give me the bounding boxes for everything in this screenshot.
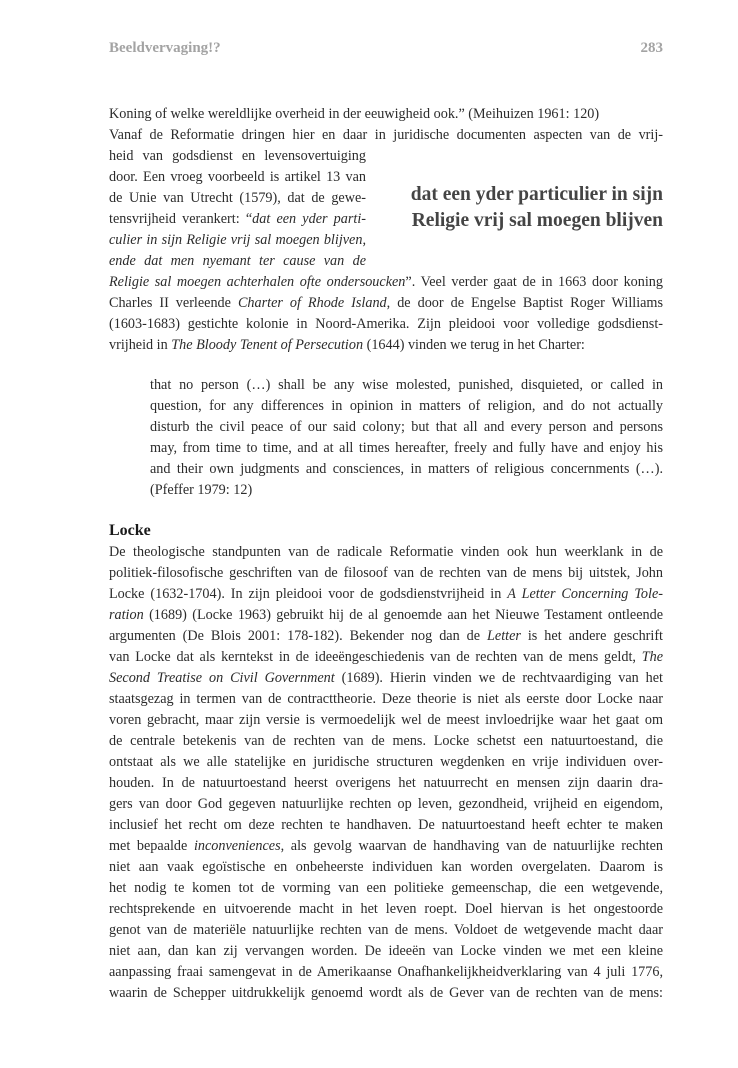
text-line: aanpassing fraai samengevat in de Amerikaanse Onafhankelijkheidverklaring van 4 juli 1776, <box>109 964 663 980</box>
citation-italic: dat een yder parti- <box>252 211 366 227</box>
text-run: , als gevolg waarvan de handhaving van de natuurlijke rechten <box>280 838 663 854</box>
text-line <box>109 605 663 625</box>
quote-line: that no person (…) shall be any wise molested, punished, disquieted, or called in <box>150 377 663 393</box>
title-italic: Charter of Rhode Island <box>237 295 387 311</box>
text-line <box>109 293 663 313</box>
quote-line: question, for any differences in opinion in matters of religion, and do not actually <box>150 398 663 414</box>
text-run: is het andere geschrift <box>520 628 663 644</box>
text-run: (1689). Hierin vinden we de rechtvaardiging van het <box>334 670 663 686</box>
text-line: houden. In de natuurtoestand heerst overigens het natuurrecht en mensen zijn daarin dra- <box>109 775 663 791</box>
text-line: waarin de Schepper uitdrukkelijk genoemd wordt als de Gever van de rechten van de mens: <box>109 985 663 1001</box>
title-italic: The Bloody Tenent of Persecution <box>171 337 364 353</box>
quote-line: and their own judgments and consciences, in matters of religious concernments (…). <box>150 461 663 477</box>
citation-italic: ende dat men nyemant ter cause van de <box>109 253 366 269</box>
text-line: heid van godsdienst en levensovertuiging <box>109 148 366 164</box>
text-line <box>109 584 663 604</box>
text-line: voren gebracht, maar zijn versie is vermoedelijk wel de meest invloedrijke waar het gaat om <box>109 712 663 728</box>
title-italic: The <box>641 649 663 665</box>
text-line: staatsgezag in termen van de contracttheorie. Deze theorie is niet als eerste door Locke naar <box>109 691 663 707</box>
text-line <box>109 230 366 250</box>
text-line <box>109 836 663 856</box>
running-head-title: Beeldvervaging!? <box>109 40 221 56</box>
text-line <box>109 668 663 688</box>
text-run: van Locke dat als kerntekst in de ideeëngeschiedenis van de rechten van de mens geldt, <box>109 649 642 665</box>
text-line: de centrale betekenis van de rechten van de mens. Locke schetst een natuurtoestand, die <box>109 733 663 749</box>
text-line: ontstaat als we alle statelijke en juridische structuren wegdenken en vrije individuen over- <box>109 754 663 770</box>
title-italic: A Letter Concerning Tole- <box>507 586 663 602</box>
title-italic: Letter <box>487 628 521 644</box>
text-line: Vanaf de Reformatie dringen hier en daar in juridische documenten aspecten van de vrij- <box>109 127 663 143</box>
text-run: vrijheid in <box>109 337 172 353</box>
text-run: Charles II verleende <box>109 295 238 311</box>
text-run: met bepaalde <box>109 838 194 854</box>
running-head <box>109 40 663 62</box>
text-run: argumenten (De Blois 2001: 178-182). Bekender nog dan de <box>109 628 488 644</box>
text-line: rechtsprekende en uitvoerende macht in het leven roept. Doel hiervan is het ongestoorde <box>109 901 663 917</box>
text-line <box>109 251 366 271</box>
pull-quote-line: Religie vrij sal moegen blijven <box>411 210 663 231</box>
text-run: (1644) vinden we terug in het Charter: <box>363 337 585 353</box>
citation-italic: Religie sal moegen achterhalen ofte ondersoucken <box>109 274 406 290</box>
text-line: gers van door God gegeven natuurlijke rechten op leven, gezondheid, vrijheid en eigendom, <box>109 796 663 812</box>
text-line: Koning of welke wereldlijke overheid in der eeuwigheid ook.” (Meihuizen 1961: 120) <box>109 106 600 122</box>
pull-quote-line: dat een yder particulier in sijn <box>410 184 663 205</box>
citation-italic: culier in sijn Religie vrij sal moegen blijven, <box>109 232 366 248</box>
title-italic: ration <box>109 607 144 623</box>
text-line: niet aan vaak egoïstische en onbeheerste individuen kan worden overgelaten. Daarom is <box>109 859 663 875</box>
quote-citation: (Pfeffer 1979: 12) <box>150 482 253 498</box>
text-line: genot van de materiële natuurlijke rechten van de mens. Voldoet de wetgevende macht daar <box>109 922 663 938</box>
section-heading: Locke <box>109 522 151 539</box>
text-line: het nodig te komen tot de vorming van een politieke gemeenschap, die een wetgevende, <box>109 880 663 896</box>
text-run: ”. Veel verder gaat de in 1663 door koning <box>405 274 663 290</box>
text-run: Locke (1632-1704). In zijn pleidooi voor de godsdienstvrijheid in <box>109 586 508 602</box>
text-line <box>109 647 663 667</box>
text-run: , de door de Engelse Baptist Roger Williams <box>386 295 663 311</box>
text-line <box>109 626 663 646</box>
page-number: 283 <box>640 40 663 56</box>
text-line: De theologische standpunten van de radicale Reformatie vinden ook hun weerklank in de <box>109 544 663 560</box>
text-line: inclusief het recht om deze rechten te handhaven. De natuurtoestand heeft echter te maken <box>109 817 663 833</box>
text-line: de Unie van Utrecht (1579), dat de gewe- <box>109 190 366 206</box>
text-line: door. Een vroeg voorbeeld is artikel 13 van <box>109 169 366 185</box>
title-italic: Second Treatise on Civil Government <box>109 670 335 686</box>
text-run: (1689) (Locke 1963) gebruikt hij de al genoemde aan het Nieuwe Testament ontleende <box>143 607 663 623</box>
text-line <box>109 272 663 292</box>
text-run: tensvrijheid verankert: “ <box>109 211 253 227</box>
text-line: (1603-1683) gestichte kolonie in Noord-Amerika. Zijn pleidooi voor volledige godsdienst- <box>109 316 663 332</box>
text-line <box>109 335 663 355</box>
text-line <box>109 209 366 229</box>
text-line: politiek-filosofische geschriften van de filosoof van de rechten van de mens bij uitstek, John <box>109 565 663 581</box>
quote-line: may, from time to time, and at all times hereafter, freely and fully have and enjoy his <box>150 440 663 456</box>
text-line: niet aan, dan kan zij vervangen worden. De ideeën van Locke vinden we met een kleine <box>109 943 663 959</box>
term-italic: inconveniences <box>193 838 281 854</box>
quote-line: disturb the civil peace of our said colony; but that all and every person and persons <box>150 419 663 435</box>
